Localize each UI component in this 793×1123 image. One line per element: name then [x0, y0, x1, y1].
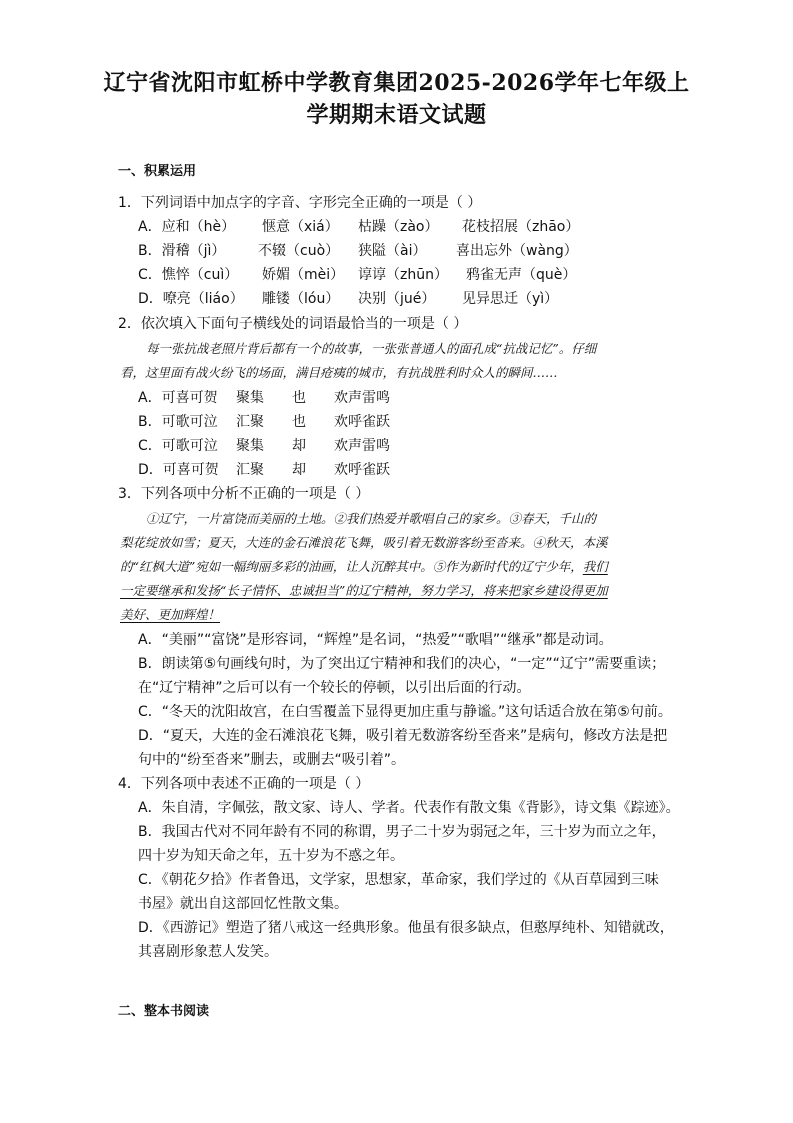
section-heading-1: 一、积累运用 — [118, 164, 197, 179]
q2-b-3: 也 — [292, 414, 306, 430]
q2-d-1: D．可喜可贺 — [138, 462, 219, 478]
q2-d-4: 欢呼雀跃 — [334, 462, 390, 478]
q2-c-2: 聚集 — [236, 438, 264, 454]
q2-a-3: 也 — [292, 390, 306, 406]
q1-option-b — [138, 240, 578, 260]
q4-stem: 4．下列各项中表述不正确的一项是（ ） — [118, 776, 370, 792]
q3-passage-line4-underlined: 一定要继承和发扬“长子情怀、忠诚担当”的辽宁精神，努力学习，将来把家乡建设得更加 — [120, 583, 608, 598]
q4-option-b-cont: 四十岁为知天命之年，五十岁为不惑之年。 — [138, 848, 404, 864]
q1-b-3: 狭隘（ài） — [358, 243, 427, 259]
q1-c-2: 娇媚（mèi） — [262, 267, 345, 283]
section-heading-2: 二、整本书阅读 — [118, 1004, 210, 1019]
q3-passage-line3 — [120, 557, 608, 575]
q3-stem: 3．下列各项中分析不正确的一项是（ ） — [118, 486, 370, 502]
q3-option-c: C．“冬天的沈阳故宫，在白雪覆盖下显得更加庄重与静谧。”这句话适合放在第⑤句前。 — [138, 704, 672, 720]
q2-passage-line2: 看，这里面有战火纷飞的场面，满目疮痍的城市，有抗战胜利时众人的瞬间…… — [120, 365, 558, 380]
q2-b-2: 汇聚 — [236, 414, 264, 430]
q2-option-d — [138, 459, 390, 479]
doc-title-line1: 辽宁省沈阳市虹桥中学教育集团2025-2026学年七年级上 — [103, 70, 690, 96]
q2-b-1: B．可歌可泣 — [138, 414, 218, 430]
q2-d-2: 汇聚 — [236, 462, 264, 478]
q1-c-3: 谆谆（zhūn） — [358, 267, 448, 283]
q1-c-4: 鸦雀无声（què） — [466, 267, 577, 283]
q3-passage-line2: 梨花绽放如雪；夏天，大连的金石滩浪花飞舞，吸引着无数游客纷至沓来。④秋天，本溪 — [120, 535, 608, 550]
q2-b-4: 欢呼雀跃 — [334, 414, 390, 430]
q2-c-1: C．可歌可泣 — [138, 438, 218, 454]
q1-a-1: A．应和（hè） — [138, 219, 236, 235]
q4-option-d-cont: 其喜剧形象惹人发笑。 — [138, 944, 278, 960]
q2-option-c — [138, 435, 390, 455]
q4-option-d: D．《西游记》塑造了猪八戒这一经典形象。他虽有很多缺点，但憨厚纯朴、知错就改， — [138, 920, 674, 936]
q3-option-a: A．“美丽”“富饶”是形容词，“辉煌”是名词，“热爱”“歌唱”“继承”都是动词。 — [138, 632, 613, 648]
q2-passage-line1: 每一张抗战老照片背后都有一个的故事，一张张普通人的面孔成“抗战记忆”。仔细 — [146, 341, 597, 356]
q2-c-4: 欢声雷鸣 — [334, 438, 390, 454]
q1-a-3: 枯躁（zào） — [358, 219, 439, 235]
q4-option-c: C．《朝花夕拾》作者鲁迅，文学家，思想家，革命家，我们学过的《从百草园到三味 — [138, 872, 659, 888]
q1-c-1: C．憔悴（cuì） — [138, 267, 239, 283]
q2-a-4: 欢声雷鸣 — [334, 390, 390, 406]
q1-b-4: 喜出忘外（wàng） — [456, 243, 578, 259]
q1-option-c — [138, 264, 576, 284]
q1-stem: 1．下列词语中加点字的字音、字形完全正确的一项是（ ） — [118, 195, 482, 211]
q4-option-c-cont: 书屋》就出自这部回忆性散文集。 — [138, 896, 348, 912]
q2-c-3: 却 — [292, 438, 306, 454]
q3-option-b-cont: 在“辽宁精神”之后可以有一个较长的停顿，以引出后面的行动。 — [138, 680, 531, 696]
q4-option-a: A．朱自清，字佩弦，散文家、诗人、学者。代表作有散文集《背影》，诗文集《踪迹》。 — [138, 800, 680, 816]
q1-option-a — [138, 216, 579, 236]
q2-a-1: A．可喜可贺 — [138, 390, 218, 406]
q2-option-a — [138, 387, 390, 407]
q3-passage-line5-underlined: 美好、更加辉煌！ — [120, 607, 221, 622]
q1-b-2: 不辍（cuò） — [258, 243, 340, 259]
q1-d-1: D．嘹亮（liáo） — [138, 291, 244, 307]
q1-d-2: 雕镂（lóu） — [262, 291, 340, 307]
q2-stem: 2．依次填入下面句子横线处的词语最恰当的一项是（ ） — [118, 316, 468, 332]
q1-d-4: 见异思迁（yì） — [462, 291, 559, 307]
q1-option-d — [138, 288, 558, 308]
q3-option-b: B．朗读第⑤句画线句时，为了突出辽宁精神和我们的决心，“一定”“辽宁”需要重读； — [138, 656, 666, 672]
q3-option-d-cont: 句中的“纷至沓来”删去，或删去“吸引着”。 — [138, 752, 406, 768]
q4-option-b: B．我国古代对不同年龄有不同的称谓，男子二十岁为弱冠之年，三十岁为而立之年， — [138, 824, 666, 840]
q1-a-4: 花枝招展（zhāo） — [462, 219, 580, 235]
q3-underlined-start: 我们 — [582, 559, 608, 574]
q3-passage-line3-text: 的“红枫大道”宛如一幅绚丽多彩的油画，让人沉醉其中。⑤作为新时代的辽宁少年， — [120, 559, 583, 574]
q2-option-b — [138, 411, 390, 431]
q1-d-3: 决别（jué） — [358, 291, 436, 307]
q1-b-1: B．滑稽（jì） — [138, 243, 226, 259]
q1-a-2: 惬意（xiá） — [262, 219, 339, 235]
doc-title-line2: 学期期末语文试题 — [306, 102, 487, 128]
q3-passage-line1: ①辽宁，一片富饶而美丽的土地。②我们热爱并歌唱自己的家乡。③春天，千山的 — [146, 511, 597, 526]
q3-option-d: D．“夏天，大连的金石滩浪花飞舞，吸引着无数游客纷至沓来”是病句，修改方法是把 — [138, 728, 668, 744]
q2-d-3: 却 — [292, 462, 306, 478]
q2-a-2: 聚集 — [236, 390, 264, 406]
